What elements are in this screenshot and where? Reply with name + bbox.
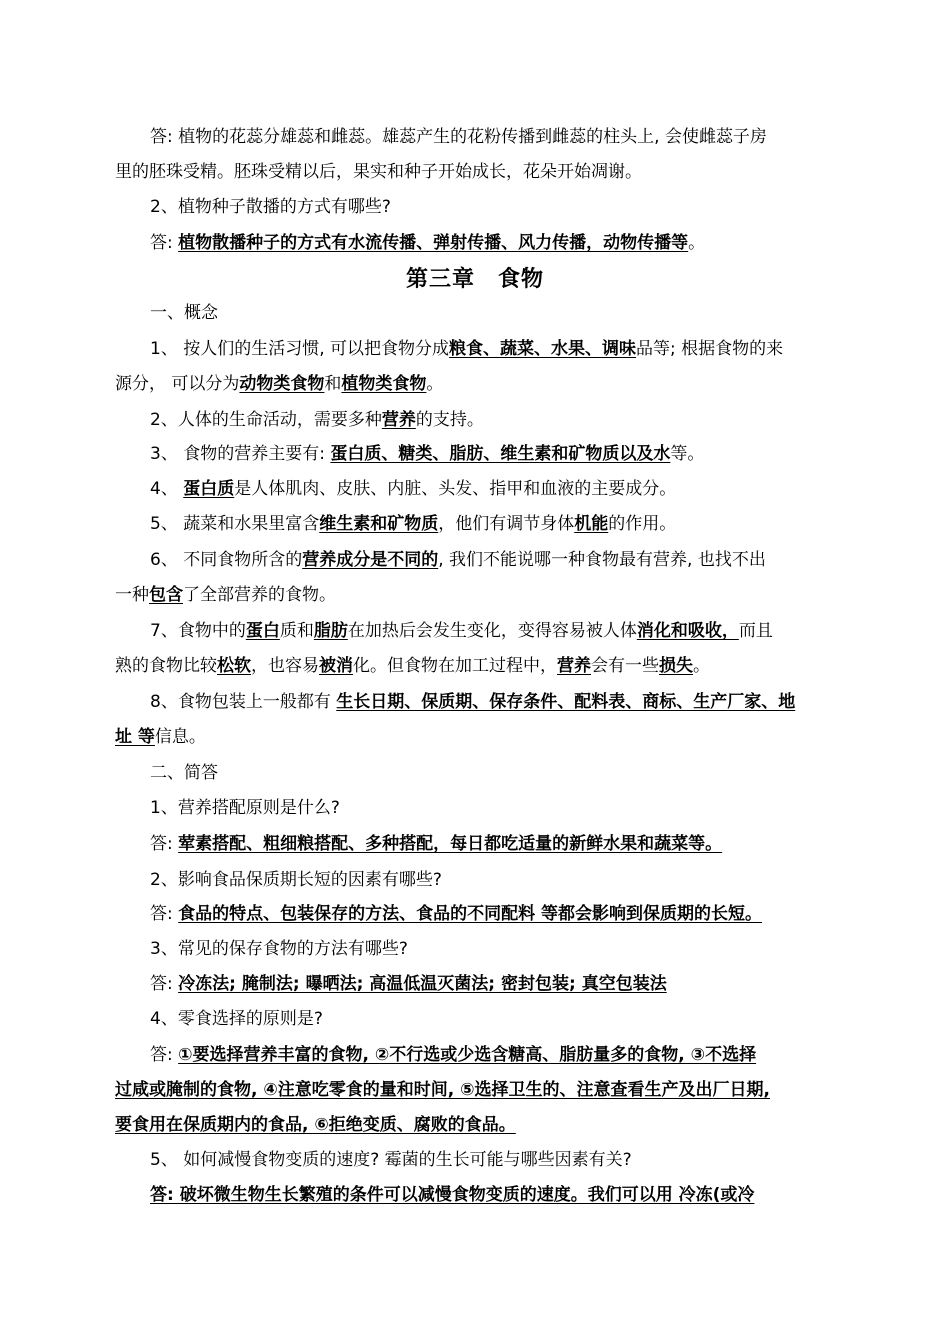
text-span: 2、植物种子散播的方式有哪些? xyxy=(150,197,391,217)
answer-underlined: ①要选择营养丰富的食物, ②不行选或少选含糖高、脂肪量多的食物, ③不选择 xyxy=(178,1045,757,1065)
answer-underlined: 松软 xyxy=(217,656,251,676)
answer-underlined: 粮食、蔬菜、水果、调味 xyxy=(449,339,637,359)
text-line xyxy=(150,228,837,258)
text-line xyxy=(150,334,837,364)
text-span: 5、 蔬菜和水果里富含 xyxy=(150,514,320,534)
text-span: 3、 食物的营养主要有: xyxy=(150,444,331,464)
answer-underlined: 生长日期、保质期、保存条件、配料表、商标、生产厂家、地 xyxy=(336,692,796,712)
text-span: 一种 xyxy=(115,585,149,605)
text-span: 答: xyxy=(150,1045,179,1065)
text-span: 品等; 根据食物的来 xyxy=(636,339,784,359)
text-span: ，他们有调节身体 xyxy=(438,514,575,534)
text-span: 7、食物中的 xyxy=(150,621,246,641)
text-span: 8、食物包装上一般都有 xyxy=(150,692,337,712)
text-line xyxy=(150,758,837,788)
text-span: 的支持。 xyxy=(415,410,484,430)
text-line xyxy=(150,474,837,504)
answer-underlined: 蛋白质、糖类、脂肪、维生素和矿物质以及水 xyxy=(330,444,671,464)
answer-underlined: 植物类食物 xyxy=(341,374,427,394)
text-span: 一、概念 xyxy=(150,303,218,323)
text-span: 熟的食物比较 xyxy=(115,656,217,676)
text-span: 。 xyxy=(693,656,710,676)
text-span: 了全部营养的食物。 xyxy=(183,585,336,605)
text-line xyxy=(150,616,837,646)
text-line xyxy=(150,1004,837,1034)
answer-underlined: 冷冻法; 腌制法; 曝晒法; 高温低温灭菌法; 密封包装; 真空包装法 xyxy=(178,974,667,994)
text-span: 1、营养搭配原则是什么? xyxy=(150,798,340,818)
text-line xyxy=(150,509,837,539)
answer-underlined: 过咸或腌制的食物, ④注意吃零食的量和时间, ⑤选择卫生的、注意查看生产及出厂日期, xyxy=(115,1080,770,1100)
text-line xyxy=(150,122,837,152)
text-span: 。 xyxy=(426,374,444,394)
text-line xyxy=(150,545,837,575)
text-line xyxy=(115,369,837,399)
answer-underlined: 蛋白 xyxy=(245,621,280,641)
chapter-title: 第三章 食物 xyxy=(405,266,544,292)
text-span: 1、 按人们的生活习惯, 可以把食物分成 xyxy=(150,339,450,359)
answer-underlined: 机能 xyxy=(574,514,609,534)
text-span: 2、影响食品保质期长短的因素有哪些? xyxy=(150,870,442,890)
text-span: 4、零食选择的原则是? xyxy=(150,1009,323,1029)
text-span: 信息。 xyxy=(154,727,206,747)
text-line xyxy=(150,829,837,859)
text-span: 是人体肌肉、皮肤、内脏、头发、指甲和血液的主要成分。 xyxy=(234,479,677,499)
answer-underlined: 植物散播种子的方式有水流传播、弹射传播、风力传播，动物传播等 xyxy=(178,233,689,253)
text-line xyxy=(150,1180,837,1210)
text-span: 。 xyxy=(688,233,706,253)
text-span: 在加热后会发生变化，变得容易被人体 xyxy=(347,621,637,641)
text-span: 源分， 可以分为 xyxy=(115,374,240,394)
answer-underlined: 被消 xyxy=(319,656,353,676)
text-line xyxy=(150,439,837,469)
answer-underlined: 答: 破坏微生物生长繁殖的条件可以减慢食物变质的速度。我们可以用 冷冻(或冷 xyxy=(150,1185,755,1205)
text-line xyxy=(150,405,837,435)
text-span: 2、人体的生命活动，需要多种 xyxy=(150,410,382,430)
answer-underlined: 址 等 xyxy=(115,727,155,747)
text-span: 4、 xyxy=(150,479,184,499)
answer-underlined: 荤素搭配、粗细粮搭配、多种搭配，每日都吃适量的新鲜水果和蔬菜等。 xyxy=(178,834,723,854)
answer-underlined: 损失 xyxy=(659,656,693,676)
text-line xyxy=(150,192,837,222)
answer-underlined: 蛋白质 xyxy=(183,479,235,499)
text-span: 会有一些 xyxy=(591,656,659,676)
text-span: 5、 如何减慢食物变质的速度? 霉菌的生长可能与哪些因素有关? xyxy=(150,1150,632,1170)
text-span: 而且 xyxy=(738,621,773,641)
answer-underlined: 营养成分是不同的 xyxy=(302,550,439,570)
answer-underlined: 食品的特点、包装保存的方法、食品的不同配料 等都会影响到保质期的长短。 xyxy=(178,904,763,924)
text-line xyxy=(115,1110,837,1140)
text-span: 等。 xyxy=(670,444,705,464)
text-line xyxy=(150,1145,837,1175)
answer-underlined: 消化和吸收， xyxy=(636,621,739,641)
text-span: 和 xyxy=(324,374,342,394)
text-span: 答: xyxy=(150,834,179,854)
text-span: 质和 xyxy=(279,621,314,641)
text-span: 答: xyxy=(150,904,179,924)
answer-underlined: 维生素和矿物质 xyxy=(319,514,439,534)
text-line xyxy=(150,298,837,328)
answer-underlined: 要食用在保质期内的食品, ⑥拒绝变质、腐败的食品。 xyxy=(115,1115,516,1135)
text-span: , 我们不能说哪一种食物最有营养, 也找不出 xyxy=(438,550,766,570)
text-line xyxy=(115,1075,837,1105)
text-span: 里的胚珠受精。胚珠受精以后，果实和种子开始成长，花朵开始凋谢。 xyxy=(115,162,642,182)
text-line xyxy=(150,687,837,717)
text-span: 答: xyxy=(150,233,179,253)
text-line xyxy=(115,580,837,610)
text-line xyxy=(150,899,837,929)
text-span: 6、 不同食物所含的 xyxy=(150,550,303,570)
text-span: 二、简答 xyxy=(150,763,218,783)
text-line xyxy=(115,157,837,187)
text-line xyxy=(150,793,837,823)
text-span: 3、常见的保存食物的方法有哪些? xyxy=(150,939,408,959)
text-span: 化。但食物在加工过程中， xyxy=(353,656,557,676)
answer-underlined: 包含 xyxy=(149,585,183,605)
text-span: ，也容易 xyxy=(251,656,319,676)
answer-underlined: 营养 xyxy=(381,410,416,430)
text-line xyxy=(115,722,837,752)
text-line xyxy=(150,865,837,895)
text-span: 的作用。 xyxy=(608,514,677,534)
text-span: 答: xyxy=(150,974,179,994)
answer-underlined: 动物类食物 xyxy=(239,374,325,394)
text-span: 答: 植物的花蕊分雄蕊和雌蕊。雄蕊产生的花粉传播到雌蕊的柱头上, 会使雌蕊子房 xyxy=(150,127,767,147)
answer-underlined: 营养 xyxy=(557,656,591,676)
text-line xyxy=(115,651,837,681)
text-line xyxy=(150,969,837,999)
answer-underlined: 脂肪 xyxy=(313,621,348,641)
text-line xyxy=(150,934,837,964)
text-line xyxy=(150,1040,837,1070)
